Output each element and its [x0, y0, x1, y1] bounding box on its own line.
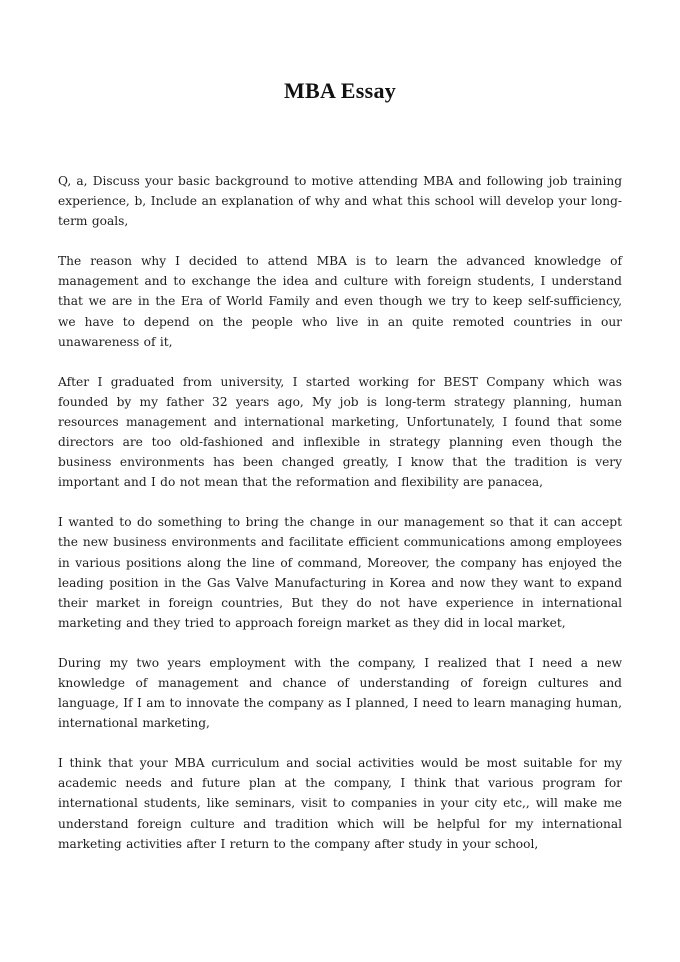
essay-question: Q, a, Discuss your basic background to motive attending MBA and following job training experience, b, Include an explanation of why and what this school will develop your long-term goals, — [58, 174, 622, 229]
paragraph-school-fit: I think that your MBA curriculum and social activities would be most suitable for my academic needs and future plan at the company, I think that various program for international students, like seminars, visit to companies in your city etc,, will make me understand foreign culture and tradition which will be helpful for my international marketing activities after I return to the company after study in your school, — [58, 756, 622, 851]
paragraph-change-goal: I wanted to do something to bring the change in our management so that it can accept the new business environments and facilitate efficient communications among employees in various positions along the line of command, Moreover, the company has enjoyed the leading position in the Gas Valve Manufacturing in Korea and now they want to expand their market in foreign countries, But they do not have experience in international marketing and they tried to approach foreign market as they did in local market, — [58, 515, 622, 630]
document-body — [58, 171, 622, 874]
paragraph-realization: During my two years employment with the company, I realized that I need a new knowledge of management and chance of understanding of foreign cultures and language, If I am to innovate the company as I planned, I need to learn managing human, international marketing, — [58, 655, 622, 731]
paragraph-work-background: After I graduated from university, I started working for BEST Company which was founded by my father 32 years ago, My job is long-term strategy planning, human resources management and international marketing, Unfortunately, I found that some directors are too old-fashioned and inflexible in strategy planning even though the business environments has been changed greatly, I know that the tradition is very important and I do not mean that the reformation and flexibility are panacea, — [58, 374, 622, 490]
document-title: MBA Essay — [283, 78, 397, 103]
paragraph-motivation: The reason why I decided to attend MBA is to learn the advanced knowledge of management and to exchange the idea and culture with foreign students, I understand that we are in the Era of World Family and even though we try to keep self-sufficiency, we have to depend on the people who live in an quite remoted countries in our unawareness of it, — [58, 254, 622, 349]
